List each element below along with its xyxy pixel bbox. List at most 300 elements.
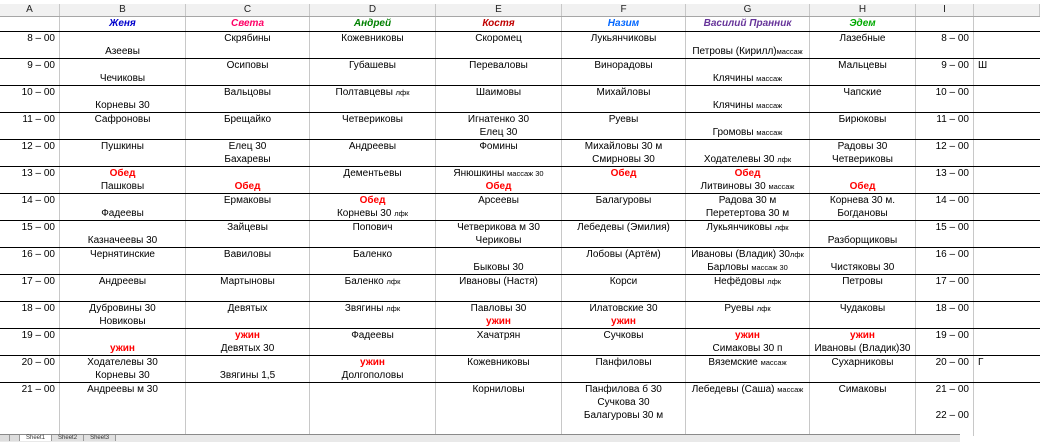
cell-i[interactable]: 15 – 00	[916, 221, 974, 235]
cell-h[interactable]: Петровы	[810, 275, 916, 289]
cell-b[interactable]	[60, 126, 186, 140]
cell-e[interactable]: Переваловы	[436, 59, 562, 73]
cell-i[interactable]: 18 – 00	[916, 302, 974, 316]
name-cell-h[interactable]: Эдем	[810, 17, 916, 31]
cell-g[interactable]: Клячины массаж	[686, 99, 810, 113]
cell-c[interactable]: Осиповы	[186, 59, 310, 73]
cell-f[interactable]: Обед	[562, 167, 686, 181]
cell-d[interactable]: Фадеевы	[310, 329, 436, 343]
cell-i[interactable]: 22 – 00	[916, 409, 974, 423]
cell-h[interactable]	[810, 315, 916, 329]
name-cell-j[interactable]	[974, 17, 1040, 31]
cell-h[interactable]	[810, 288, 916, 302]
cell-e[interactable]: Хачатрян	[436, 329, 562, 343]
cell-h[interactable]: Мальцевы	[810, 59, 916, 73]
cell-c[interactable]: Скрябины	[186, 32, 310, 46]
cell-e[interactable]	[436, 369, 562, 383]
cell-d[interactable]	[310, 126, 436, 140]
cell-j[interactable]	[974, 113, 1040, 127]
cell-e[interactable]	[436, 72, 562, 86]
cell-i[interactable]: 20 – 00	[916, 356, 974, 370]
cell-g[interactable]: Барловы массаж 30	[686, 261, 810, 275]
cell-c[interactable]: ужин	[186, 329, 310, 343]
cell-d[interactable]	[310, 261, 436, 275]
cell-i[interactable]	[916, 288, 974, 302]
cell-h[interactable]	[810, 167, 916, 181]
cell-f[interactable]: Панфилова б 30	[562, 383, 686, 397]
cell-b[interactable]	[60, 396, 186, 410]
cell-h[interactable]	[810, 72, 916, 86]
cell-d[interactable]	[310, 234, 436, 248]
cell-b[interactable]	[60, 194, 186, 208]
cell-e[interactable]	[436, 99, 562, 113]
cell-j[interactable]	[974, 342, 1040, 356]
cell-e[interactable]: Арсеевы	[436, 194, 562, 208]
cell-f[interactable]	[562, 234, 686, 248]
cell-a[interactable]: 16 – 00	[0, 248, 60, 262]
cell-e[interactable]	[436, 342, 562, 356]
column-header-h[interactable]: H	[810, 4, 916, 16]
cell-g[interactable]	[686, 86, 810, 100]
cell-e[interactable]: Шаимовы	[436, 86, 562, 100]
cell-c[interactable]: Зайцевы	[186, 221, 310, 235]
cell-a[interactable]: 12 – 00	[0, 140, 60, 154]
cell-a[interactable]	[0, 369, 60, 383]
cell-g[interactable]	[686, 409, 810, 423]
cell-j[interactable]	[974, 288, 1040, 302]
name-cell-b[interactable]: Женя	[60, 17, 186, 31]
cell-g[interactable]	[686, 315, 810, 329]
cell-i[interactable]: 19 – 00	[916, 329, 974, 343]
cell-i[interactable]: 14 – 00	[916, 194, 974, 208]
cell-c[interactable]	[186, 45, 310, 59]
cell-j[interactable]	[974, 221, 1040, 235]
cell-i[interactable]	[916, 72, 974, 86]
cell-j[interactable]	[974, 32, 1040, 46]
tab-nav-first-button[interactable]	[0, 435, 10, 441]
cell-g[interactable]: Вяземские массаж	[686, 356, 810, 370]
cell-f[interactable]	[562, 45, 686, 59]
cell-j[interactable]	[974, 140, 1040, 154]
cell-i[interactable]	[916, 180, 974, 194]
cell-h[interactable]: Симаковы	[810, 383, 916, 397]
cell-f[interactable]: Корси	[562, 275, 686, 289]
cell-j[interactable]	[974, 194, 1040, 208]
cell-g[interactable]: Громовы массаж	[686, 126, 810, 140]
cell-c[interactable]	[186, 234, 310, 248]
cell-a[interactable]	[0, 126, 60, 140]
cell-a[interactable]	[0, 180, 60, 194]
cell-d[interactable]	[310, 315, 436, 329]
cell-h[interactable]	[810, 126, 916, 140]
cell-h[interactable]	[810, 99, 916, 113]
cell-a[interactable]: 14 – 00	[0, 194, 60, 208]
cell-f[interactable]: Балагуровы	[562, 194, 686, 208]
cell-j[interactable]	[974, 99, 1040, 113]
cell-a[interactable]	[0, 45, 60, 59]
cell-e[interactable]	[436, 45, 562, 59]
cell-c[interactable]	[186, 126, 310, 140]
tab-nav-prev-button[interactable]	[10, 435, 20, 441]
cell-d[interactable]: Губашевы	[310, 59, 436, 73]
column-header-extra[interactable]	[974, 4, 1040, 16]
cell-e[interactable]: Павловы 30	[436, 302, 562, 316]
cell-d[interactable]	[310, 288, 436, 302]
cell-j[interactable]	[974, 234, 1040, 248]
cell-j[interactable]	[974, 180, 1040, 194]
cell-g[interactable]	[686, 32, 810, 46]
cell-g[interactable]: ужин	[686, 329, 810, 343]
cell-i[interactable]	[916, 45, 974, 59]
name-cell-d[interactable]: Андрей	[310, 17, 436, 31]
cell-c[interactable]	[186, 207, 310, 221]
cell-b[interactable]	[60, 261, 186, 275]
sheet-tab-2[interactable]: Sheet2	[52, 435, 84, 441]
cell-j[interactable]: Ш	[978, 60, 988, 71]
cell-c[interactable]	[186, 396, 310, 410]
cell-g[interactable]: Петровы (Кирилл)массаж	[686, 45, 810, 59]
cell-b[interactable]: Казначеевы 30	[60, 234, 186, 248]
cell-e[interactable]: Фомины	[436, 140, 562, 154]
cell-f[interactable]: Балагуровы 30 м	[562, 409, 686, 423]
cell-h[interactable]	[810, 369, 916, 383]
cell-g[interactable]	[686, 140, 810, 154]
cell-b[interactable]	[60, 329, 186, 343]
cell-c[interactable]: Мартыновы	[186, 275, 310, 289]
cell-c[interactable]: Вавиловы	[186, 248, 310, 262]
cell-i[interactable]: 12 – 00	[916, 140, 974, 154]
cell-c[interactable]: Елец 30	[186, 140, 310, 154]
cell-j[interactable]	[974, 167, 1040, 181]
cell-a[interactable]	[0, 72, 60, 86]
cell-d[interactable]: Четвериковы	[310, 113, 436, 127]
cell-c[interactable]	[186, 261, 310, 275]
cell-i[interactable]: 9 – 00	[916, 59, 974, 73]
cell-b[interactable]	[60, 288, 186, 302]
name-cell-c[interactable]: Света	[186, 17, 310, 31]
column-header-c[interactable]: C	[186, 4, 310, 16]
cell-h[interactable]: Бирюковы	[810, 113, 916, 127]
cell-a[interactable]	[0, 234, 60, 248]
cell-b[interactable]: Фадеевы	[60, 207, 186, 221]
cell-b[interactable]	[60, 32, 186, 46]
cell-f[interactable]	[562, 180, 686, 194]
cell-e[interactable]: Корниловы	[436, 383, 562, 397]
cell-g[interactable]: Нефёдовы лфк	[686, 275, 810, 289]
cell-j[interactable]	[974, 72, 1040, 86]
cell-d[interactable]: Звягины лфк	[310, 302, 436, 316]
cell-b[interactable]: ужин	[60, 342, 186, 356]
cell-j[interactable]	[974, 329, 1040, 343]
cell-a[interactable]	[0, 99, 60, 113]
cell-b[interactable]	[60, 59, 186, 73]
cell-i[interactable]: 16 – 00	[916, 248, 974, 262]
cell-f[interactable]	[562, 207, 686, 221]
cell-e[interactable]	[436, 153, 562, 167]
cell-c[interactable]: Бахаревы	[186, 153, 310, 167]
name-cell-f[interactable]: Назим	[562, 17, 686, 31]
cell-g[interactable]: Обед	[686, 167, 810, 181]
cell-c[interactable]: Брещайко	[186, 113, 310, 127]
cell-a[interactable]: 20 – 00	[0, 356, 60, 370]
cell-b[interactable]: Азеевы	[60, 45, 186, 59]
cell-d[interactable]: Кожевниковы	[310, 32, 436, 46]
cell-g[interactable]	[686, 113, 810, 127]
cell-i[interactable]	[916, 207, 974, 221]
cell-a[interactable]	[0, 396, 60, 410]
cell-b[interactable]: Обед	[60, 167, 186, 181]
cell-h[interactable]: ужин	[810, 329, 916, 343]
cell-b[interactable]: Чернятинские	[60, 248, 186, 262]
cell-j[interactable]	[974, 126, 1040, 140]
cell-e[interactable]: Кожевниковы	[436, 356, 562, 370]
cell-j[interactable]	[974, 302, 1040, 316]
cell-e[interactable]: Янюшкины массаж 30	[436, 167, 562, 181]
cell-a[interactable]	[0, 153, 60, 167]
cell-f[interactable]: Михайловы 30 м	[562, 140, 686, 154]
cell-a[interactable]: 9 – 00	[0, 59, 60, 73]
cell-c[interactable]	[186, 99, 310, 113]
cell-e[interactable]: Скоромец	[436, 32, 562, 46]
cell-a[interactable]	[0, 207, 60, 221]
cell-d[interactable]: Корневы 30 лфк	[310, 207, 436, 221]
column-header-g[interactable]: G	[686, 4, 810, 16]
cell-g[interactable]: Ивановы (Владик) 30лфк	[686, 248, 810, 262]
cell-f[interactable]: Лебедевы (Эмилия)	[562, 221, 686, 235]
cell-a[interactable]: 18 – 00	[0, 302, 60, 316]
cell-i[interactable]	[916, 99, 974, 113]
cell-h[interactable]	[810, 248, 916, 262]
cell-a[interactable]: 19 – 00	[0, 329, 60, 343]
cell-j[interactable]	[974, 45, 1040, 59]
cell-b[interactable]: Новиковы	[60, 315, 186, 329]
cell-a[interactable]: 10 – 00	[0, 86, 60, 100]
cell-c[interactable]: Девятых 30	[186, 342, 310, 356]
cell-b[interactable]	[60, 221, 186, 235]
cell-c[interactable]	[186, 356, 310, 370]
cell-e[interactable]: Обед	[436, 180, 562, 194]
column-header-f[interactable]: F	[562, 4, 686, 16]
cell-g[interactable]: Радова 30 м	[686, 194, 810, 208]
cell-i[interactable]	[916, 396, 974, 410]
cell-b[interactable]: Корневы 30	[60, 99, 186, 113]
cell-g[interactable]: Клячины массаж	[686, 72, 810, 86]
cell-d[interactable]	[310, 396, 436, 410]
cell-f[interactable]	[562, 261, 686, 275]
cell-e[interactable]: Ивановы (Настя)	[436, 275, 562, 289]
cell-b[interactable]: Чечиковы	[60, 72, 186, 86]
cell-h[interactable]: Обед	[810, 180, 916, 194]
cell-d[interactable]: Полтавцевы лфк	[310, 86, 436, 100]
cell-g[interactable]: Руевы лфк	[686, 302, 810, 316]
cell-i[interactable]: 10 – 00	[916, 86, 974, 100]
cell-d[interactable]: Дементьевы	[310, 167, 436, 181]
cell-j[interactable]	[974, 275, 1040, 289]
cell-g[interactable]	[686, 59, 810, 73]
column-header-e[interactable]: E	[436, 4, 562, 16]
cell-d[interactable]	[310, 180, 436, 194]
cell-d[interactable]	[310, 153, 436, 167]
cell-e[interactable]: Быковы 30	[436, 261, 562, 275]
cell-b[interactable]	[60, 409, 186, 423]
cell-f[interactable]: Винорадовы	[562, 59, 686, 73]
cell-i[interactable]	[916, 315, 974, 329]
cell-b[interactable]: Пашковы	[60, 180, 186, 194]
cell-b[interactable]: Корневы 30	[60, 369, 186, 383]
cell-h[interactable]	[810, 221, 916, 235]
cell-d[interactable]: ужин	[310, 356, 436, 370]
cell-e[interactable]	[436, 288, 562, 302]
cell-f[interactable]: Лукьянчиковы	[562, 32, 686, 46]
cell-d[interactable]: Обед	[310, 194, 436, 208]
cell-b[interactable]: Сафроновы	[60, 113, 186, 127]
cell-f[interactable]	[562, 72, 686, 86]
cell-e[interactable]	[436, 396, 562, 410]
cell-f[interactable]: Сучкова 30	[562, 396, 686, 410]
column-header-d[interactable]: D	[310, 4, 436, 16]
name-cell-e[interactable]: Костя	[436, 17, 562, 31]
cell-f[interactable]: Лобовы (Артём)	[562, 248, 686, 262]
cell-i[interactable]: 13 – 00	[916, 167, 974, 181]
cell-f[interactable]	[562, 288, 686, 302]
cell-i[interactable]: 11 – 00	[916, 113, 974, 127]
cell-f[interactable]: Смирновы 30	[562, 153, 686, 167]
cell-j[interactable]	[974, 383, 1040, 397]
cell-h[interactable]	[810, 396, 916, 410]
cell-h[interactable]: Чапские	[810, 86, 916, 100]
cell-e[interactable]: ужин	[436, 315, 562, 329]
cell-a[interactable]: 11 – 00	[0, 113, 60, 127]
cell-a[interactable]: 8 – 00	[0, 32, 60, 46]
cell-i[interactable]: 21 – 00	[916, 383, 974, 397]
cell-i[interactable]	[916, 126, 974, 140]
cell-d[interactable]: Баленко	[310, 248, 436, 262]
cell-d[interactable]	[310, 383, 436, 397]
sheet-tab-3[interactable]: Sheet3	[84, 435, 116, 441]
cell-g[interactable]	[686, 234, 810, 248]
cell-c[interactable]	[186, 409, 310, 423]
cell-d[interactable]	[310, 342, 436, 356]
cell-e[interactable]: Елец 30	[436, 126, 562, 140]
cell-f[interactable]: Панфиловы	[562, 356, 686, 370]
cell-g[interactable]: Ходателевы 30 лфк	[686, 153, 810, 167]
cell-i[interactable]: 17 – 00	[916, 275, 974, 289]
cell-h[interactable]: Корнева 30 м.	[810, 194, 916, 208]
cell-h[interactable]: Ивановы (Владик)30	[810, 342, 916, 356]
cell-j[interactable]	[974, 409, 1040, 423]
cell-j[interactable]: Г	[978, 357, 984, 368]
cell-g[interactable]: Лебедевы (Саша) массаж	[686, 383, 810, 397]
cell-g[interactable]	[686, 369, 810, 383]
cell-h[interactable]: Четвериковы	[810, 153, 916, 167]
cell-a[interactable]	[0, 261, 60, 275]
name-cell-a[interactable]	[0, 17, 60, 31]
cell-f[interactable]: Илатовские 30	[562, 302, 686, 316]
cell-c[interactable]	[186, 315, 310, 329]
cell-g[interactable]: Перетертова 30 м	[686, 207, 810, 221]
cell-b[interactable]: Андреевы м 30	[60, 383, 186, 397]
cell-c[interactable]	[186, 383, 310, 397]
cell-j[interactable]	[974, 423, 1040, 437]
cell-c[interactable]	[186, 288, 310, 302]
cell-i[interactable]	[916, 342, 974, 356]
cell-h[interactable]	[810, 45, 916, 59]
cell-a[interactable]	[0, 288, 60, 302]
cell-f[interactable]	[562, 369, 686, 383]
cell-j[interactable]	[974, 248, 1040, 262]
cell-a[interactable]	[0, 342, 60, 356]
cell-e[interactable]: Четверикова м 30	[436, 221, 562, 235]
cell-h[interactable]: Разборщиковы	[810, 234, 916, 248]
cell-i[interactable]	[916, 369, 974, 383]
cell-f[interactable]	[562, 342, 686, 356]
cell-j[interactable]	[974, 86, 1040, 100]
cell-f[interactable]: Михайловы	[562, 86, 686, 100]
cell-b[interactable]	[60, 86, 186, 100]
cell-h[interactable]: Богдановы	[810, 207, 916, 221]
cell-e[interactable]	[436, 207, 562, 221]
cell-g[interactable]	[686, 396, 810, 410]
cell-f[interactable]: ужин	[562, 315, 686, 329]
cell-a[interactable]	[0, 409, 60, 423]
name-cell-g[interactable]: Василий Пранник	[686, 17, 810, 31]
cell-b[interactable]	[60, 153, 186, 167]
cell-a[interactable]	[0, 315, 60, 329]
cell-a[interactable]: 21 – 00	[0, 383, 60, 397]
cell-d[interactable]: Попович	[310, 221, 436, 235]
cell-e[interactable]	[436, 409, 562, 423]
cell-d[interactable]	[310, 45, 436, 59]
cell-h[interactable]: Чистяковы 30	[810, 261, 916, 275]
cell-a[interactable]: 13 – 00	[0, 167, 60, 181]
cell-c[interactable]: Обед	[186, 180, 310, 194]
cell-d[interactable]: Долгополовы	[310, 369, 436, 383]
cell-b[interactable]: Дубровины 30	[60, 302, 186, 316]
cell-d[interactable]	[310, 409, 436, 423]
cell-e[interactable]	[436, 248, 562, 262]
cell-f[interactable]: Сучковы	[562, 329, 686, 343]
cell-h[interactable]	[810, 409, 916, 423]
cell-i[interactable]	[916, 234, 974, 248]
cell-c[interactable]: Вальцовы	[186, 86, 310, 100]
cell-h[interactable]: Радовы 30	[810, 140, 916, 154]
cell-b[interactable]: Пушкины	[60, 140, 186, 154]
cell-j[interactable]	[974, 207, 1040, 221]
cell-e[interactable]: Игнатенко 30	[436, 113, 562, 127]
cell-g[interactable]: Литвиновы 30 массаж	[686, 180, 810, 194]
cell-d[interactable]: Баленко лфк	[310, 275, 436, 289]
column-header-a[interactable]: A	[0, 4, 60, 16]
cell-e[interactable]: Чериковы	[436, 234, 562, 248]
cell-j[interactable]	[974, 153, 1040, 167]
cell-j[interactable]	[974, 261, 1040, 275]
cell-f[interactable]: Руевы	[562, 113, 686, 127]
cell-h[interactable]: Чудаковы	[810, 302, 916, 316]
cell-c[interactable]: Девятых	[186, 302, 310, 316]
cell-h[interactable]: Сухарниковы	[810, 356, 916, 370]
cell-j[interactable]	[974, 369, 1040, 383]
cell-d[interactable]	[310, 99, 436, 113]
sheet-tab-1[interactable]: Sheet1	[20, 435, 52, 441]
cell-j[interactable]	[974, 396, 1040, 410]
cell-c[interactable]: Ермаковы	[186, 194, 310, 208]
cell-i[interactable]	[916, 261, 974, 275]
cell-j[interactable]	[974, 315, 1040, 329]
name-cell-i[interactable]	[916, 17, 974, 31]
cell-d[interactable]: Андреевы	[310, 140, 436, 154]
cell-d[interactable]	[310, 72, 436, 86]
cell-g[interactable]	[686, 288, 810, 302]
